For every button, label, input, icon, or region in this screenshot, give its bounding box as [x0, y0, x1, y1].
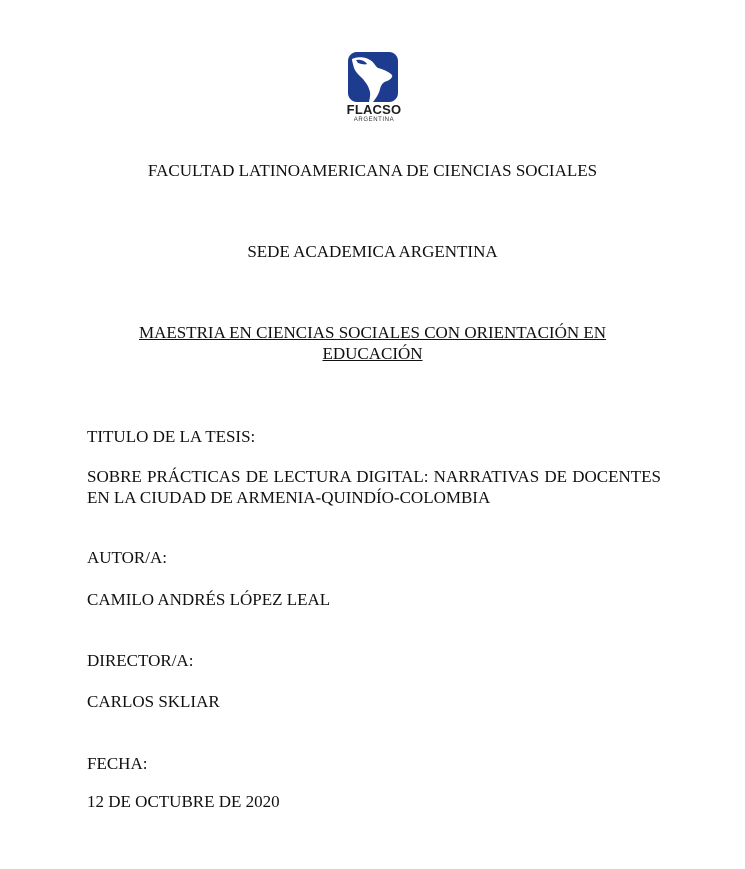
director-label: DIRECTOR/A: — [87, 651, 194, 670]
author-label: AUTOR/A: — [87, 548, 167, 567]
author-value: CAMILO ANDRÉS LÓPEZ LEAL — [87, 590, 331, 609]
latin-america-map-icon — [348, 52, 398, 102]
thesis-title-value: SOBRE PRÁCTICAS DE LECTURA DIGITAL: NARRATIVAS DE DOCENTES EN LA CIUDAD DE ARMENIA-QUINDÍO-COLOMBIA — [87, 467, 661, 507]
date-value: 12 DE OCTUBRE DE 2020 — [87, 792, 280, 811]
campus-name: SEDE ACADEMICA ARGENTINA — [247, 242, 498, 261]
flacso-logo — [344, 50, 404, 126]
logo-brand-text: FLACSO — [346, 102, 402, 117]
program-title: MAESTRIA EN CIENCIAS SOCIALES CON ORIENTACIÓN EN EDUCACIÓN — [138, 323, 607, 363]
thesis-title-label: TITULO DE LA TESIS: — [87, 427, 256, 446]
director-value: CARLOS SKLIAR — [87, 692, 220, 711]
institution-name: FACULTAD LATINOAMERICANA DE CIENCIAS SOCIALES — [147, 161, 598, 180]
date-label: FECHA: — [87, 754, 148, 773]
logo-subtitle-text: ARGENTINA — [353, 117, 395, 123]
